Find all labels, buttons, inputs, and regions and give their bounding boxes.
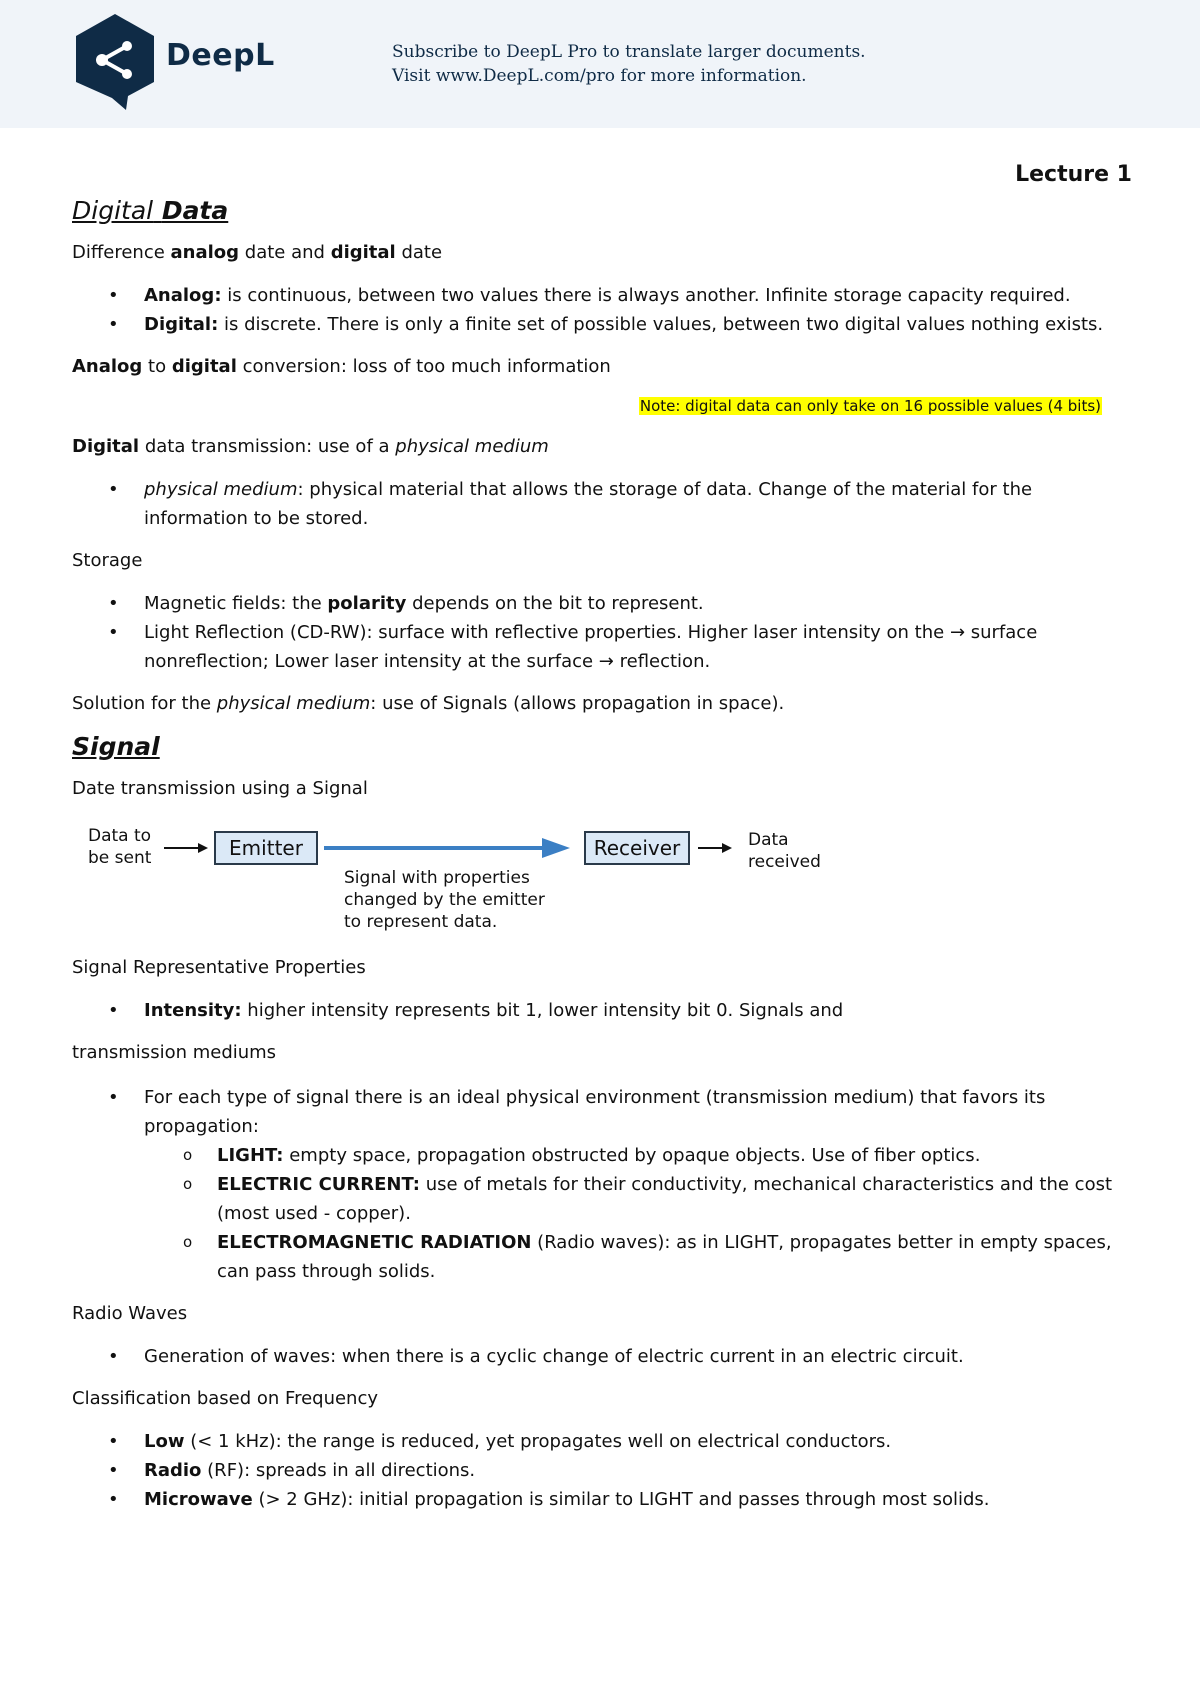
list-item: • Digital: is discrete. There is only a finite set of possible values, between two digital values nothing exists. (72, 310, 1132, 339)
storage-heading: Storage (72, 550, 143, 571)
transmission-mediums-heading: transmission mediums (72, 1042, 277, 1063)
deepl-brand-name: DeepL (166, 38, 275, 73)
signal-intro: Date transmission using a Signal (72, 778, 368, 799)
deepl-pro-link[interactable]: www.DeepL.com/pro (435, 66, 616, 86)
highlighted-note: Note: digital data can only take on 16 possible values (4 bits) (639, 397, 1101, 415)
heading-digital-data: Digital Data (72, 196, 229, 225)
transmission-line: Digital data transmission: use of a physical medium (72, 436, 549, 457)
list-item: • Generation of waves: when there is a cyclic change of electric current in an electric circuit. (72, 1342, 1132, 1371)
note-row (72, 391, 1132, 420)
properties-heading: Signal Representative Properties (72, 957, 366, 978)
mediums-sublist (72, 1141, 1132, 1286)
difference-line: Difference analog date and digital date (72, 242, 443, 263)
notice-line-2: Visit www.DeepL.com/pro for more information. (392, 66, 807, 86)
physical-medium-list (72, 475, 1132, 533)
frequency-list (72, 1427, 1132, 1514)
list-item: • Analog: is continuous, between two values there is always another. Infinite storage capacity required. (72, 281, 1132, 310)
mediums-list (72, 1083, 1132, 1141)
list-item: • Light Reflection (CD-RW): surface with reflective properties. Higher laser intensity on the → surface nonreflection; Lower laser intensity at the surface → reflection. (72, 618, 1132, 676)
deepl-logo-icon (72, 12, 158, 112)
list-item: • Radio (RF): spreads in all directions. (72, 1456, 1132, 1485)
list-item: • Low (< 1 kHz): the range is reduced, yet propagates well on electrical conductors. (72, 1427, 1132, 1456)
signal-arrow-icon (324, 835, 570, 861)
analog-digital-list (72, 281, 1132, 339)
list-item: • For each type of signal there is an ideal physical environment (transmission medium) that favors its propagation: (72, 1083, 1132, 1141)
deepl-banner (0, 0, 1200, 128)
notice-line-1: Subscribe to DeepL Pro to translate larger documents. (392, 42, 866, 62)
diagram-input-label: Data to be sent (88, 826, 152, 868)
list-item: o ELECTRIC CURRENT: use of metals for their conductivity, mechanical characteristics and the cost (most used - copper). (72, 1170, 1132, 1228)
subscribe-notice (392, 40, 866, 88)
signal-caption: Signal with properties changed by the emitter to represent data. (344, 868, 545, 932)
lecture-label: Lecture 1 (1015, 162, 1132, 187)
arrow-icon (164, 841, 208, 855)
receiver-box: Receiver (584, 831, 690, 865)
conversion-line: Analog to digital conversion: loss of too much information (72, 356, 611, 377)
storage-list (72, 589, 1132, 676)
signal-diagram (88, 819, 868, 939)
document-page (72, 150, 1132, 1514)
solution-line: Solution for the physical medium: use of Signals (allows propagation in space). (72, 693, 785, 714)
list-item: • Intensity: higher intensity represents bit 1, lower intensity bit 0. Signals and (72, 996, 1132, 1025)
list-item: • Microwave (> 2 GHz): initial propagation is similar to LIGHT and passes through most solids. (72, 1485, 1132, 1514)
heading-signal: Signal (72, 732, 160, 761)
list-item: o LIGHT: empty space, propagation obstructed by opaque objects. Use of fiber optics. (72, 1141, 1132, 1170)
classification-heading: Classification based on Frequency (72, 1388, 379, 1409)
intensity-list (72, 996, 1132, 1025)
arrow-icon (698, 841, 732, 855)
list-item: • Magnetic fields: the polarity depends on the bit to represent. (72, 589, 1132, 618)
list-item: • physical medium: physical material that allows the storage of data. Change of the material for the information to be stored. (72, 475, 1132, 533)
radio-waves-heading: Radio Waves (72, 1303, 188, 1324)
diagram-output-label: Data received (748, 830, 821, 872)
radio-list (72, 1342, 1132, 1371)
emitter-box: Emitter (214, 831, 318, 865)
list-item: o ELECTROMAGNETIC RADIATION (Radio waves): as in LIGHT, propagates better in empty spaces, can pass through solids. (72, 1228, 1132, 1286)
